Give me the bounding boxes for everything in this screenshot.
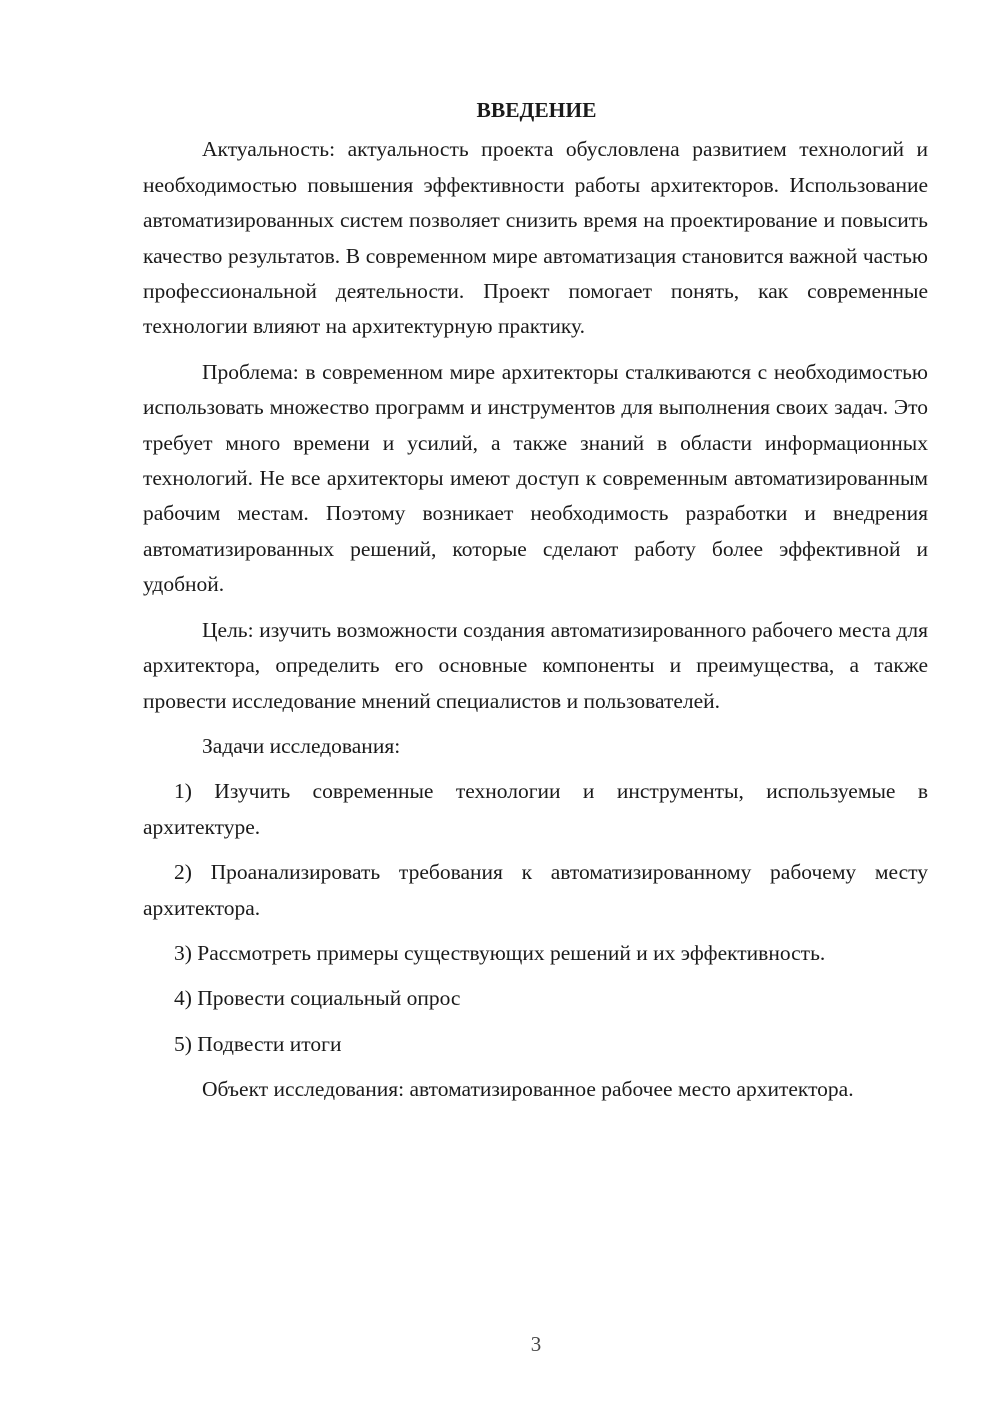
document-page [143, 93, 928, 1118]
object-paragraph: Объект исследования: автоматизированное рабочее место архитектора. [202, 1077, 854, 1102]
goal-paragraph: Цель: изучить возможности создания автоматизированного рабочего места для архитектора, определить его основные компоненты и преимущества, а также провести исследование мнений специалистов и пользователей. [143, 617, 928, 713]
problem-paragraph: Проблема: в современном мире архитекторы сталкиваются с необходимостью использовать множество программ и инструментов для выполнения своих задач. Это требует много времени и усилий, а также знаний в области информационных технологий. Не все архитекторы имеют доступ к современным автоматизированным рабочим местам. Поэтому возникает необходимость разработки и внедрения автоматизированных решений, которые сделают работу более эффективной и удобной. [143, 359, 928, 597]
task-item-2: 2) Проанализировать требования к автоматизированному рабочему месту архитектора. [143, 860, 928, 920]
task-item-5: 5) Подвести итоги [174, 1031, 342, 1056]
tasks-heading: Задачи исследования: [202, 733, 401, 758]
task-item-1: 1) Изучить современные технологии и инструменты, используемые в архитектуре. [143, 779, 928, 839]
page-number: 3 [530, 1332, 542, 1356]
task-item-4: 4) Провести социальный опрос [174, 986, 461, 1011]
section-heading: ВВЕДЕНИЕ [476, 98, 597, 122]
task-item-3: 3) Рассмотреть примеры существующих решений и их эффективность. [174, 940, 826, 965]
relevance-paragraph: Актуальность: актуальность проекта обусловлена развитием технологий и необходимостью повышения эффективности работы архитекторов. Использование автоматизированных систем позволяет снизить время на проектирование и повысить качество результатов. В современном мире автоматизация становится важной частью профессиональной деятельности. Проект помогает понять, как современные технологии влияют на архитектурную практику. [143, 137, 928, 339]
